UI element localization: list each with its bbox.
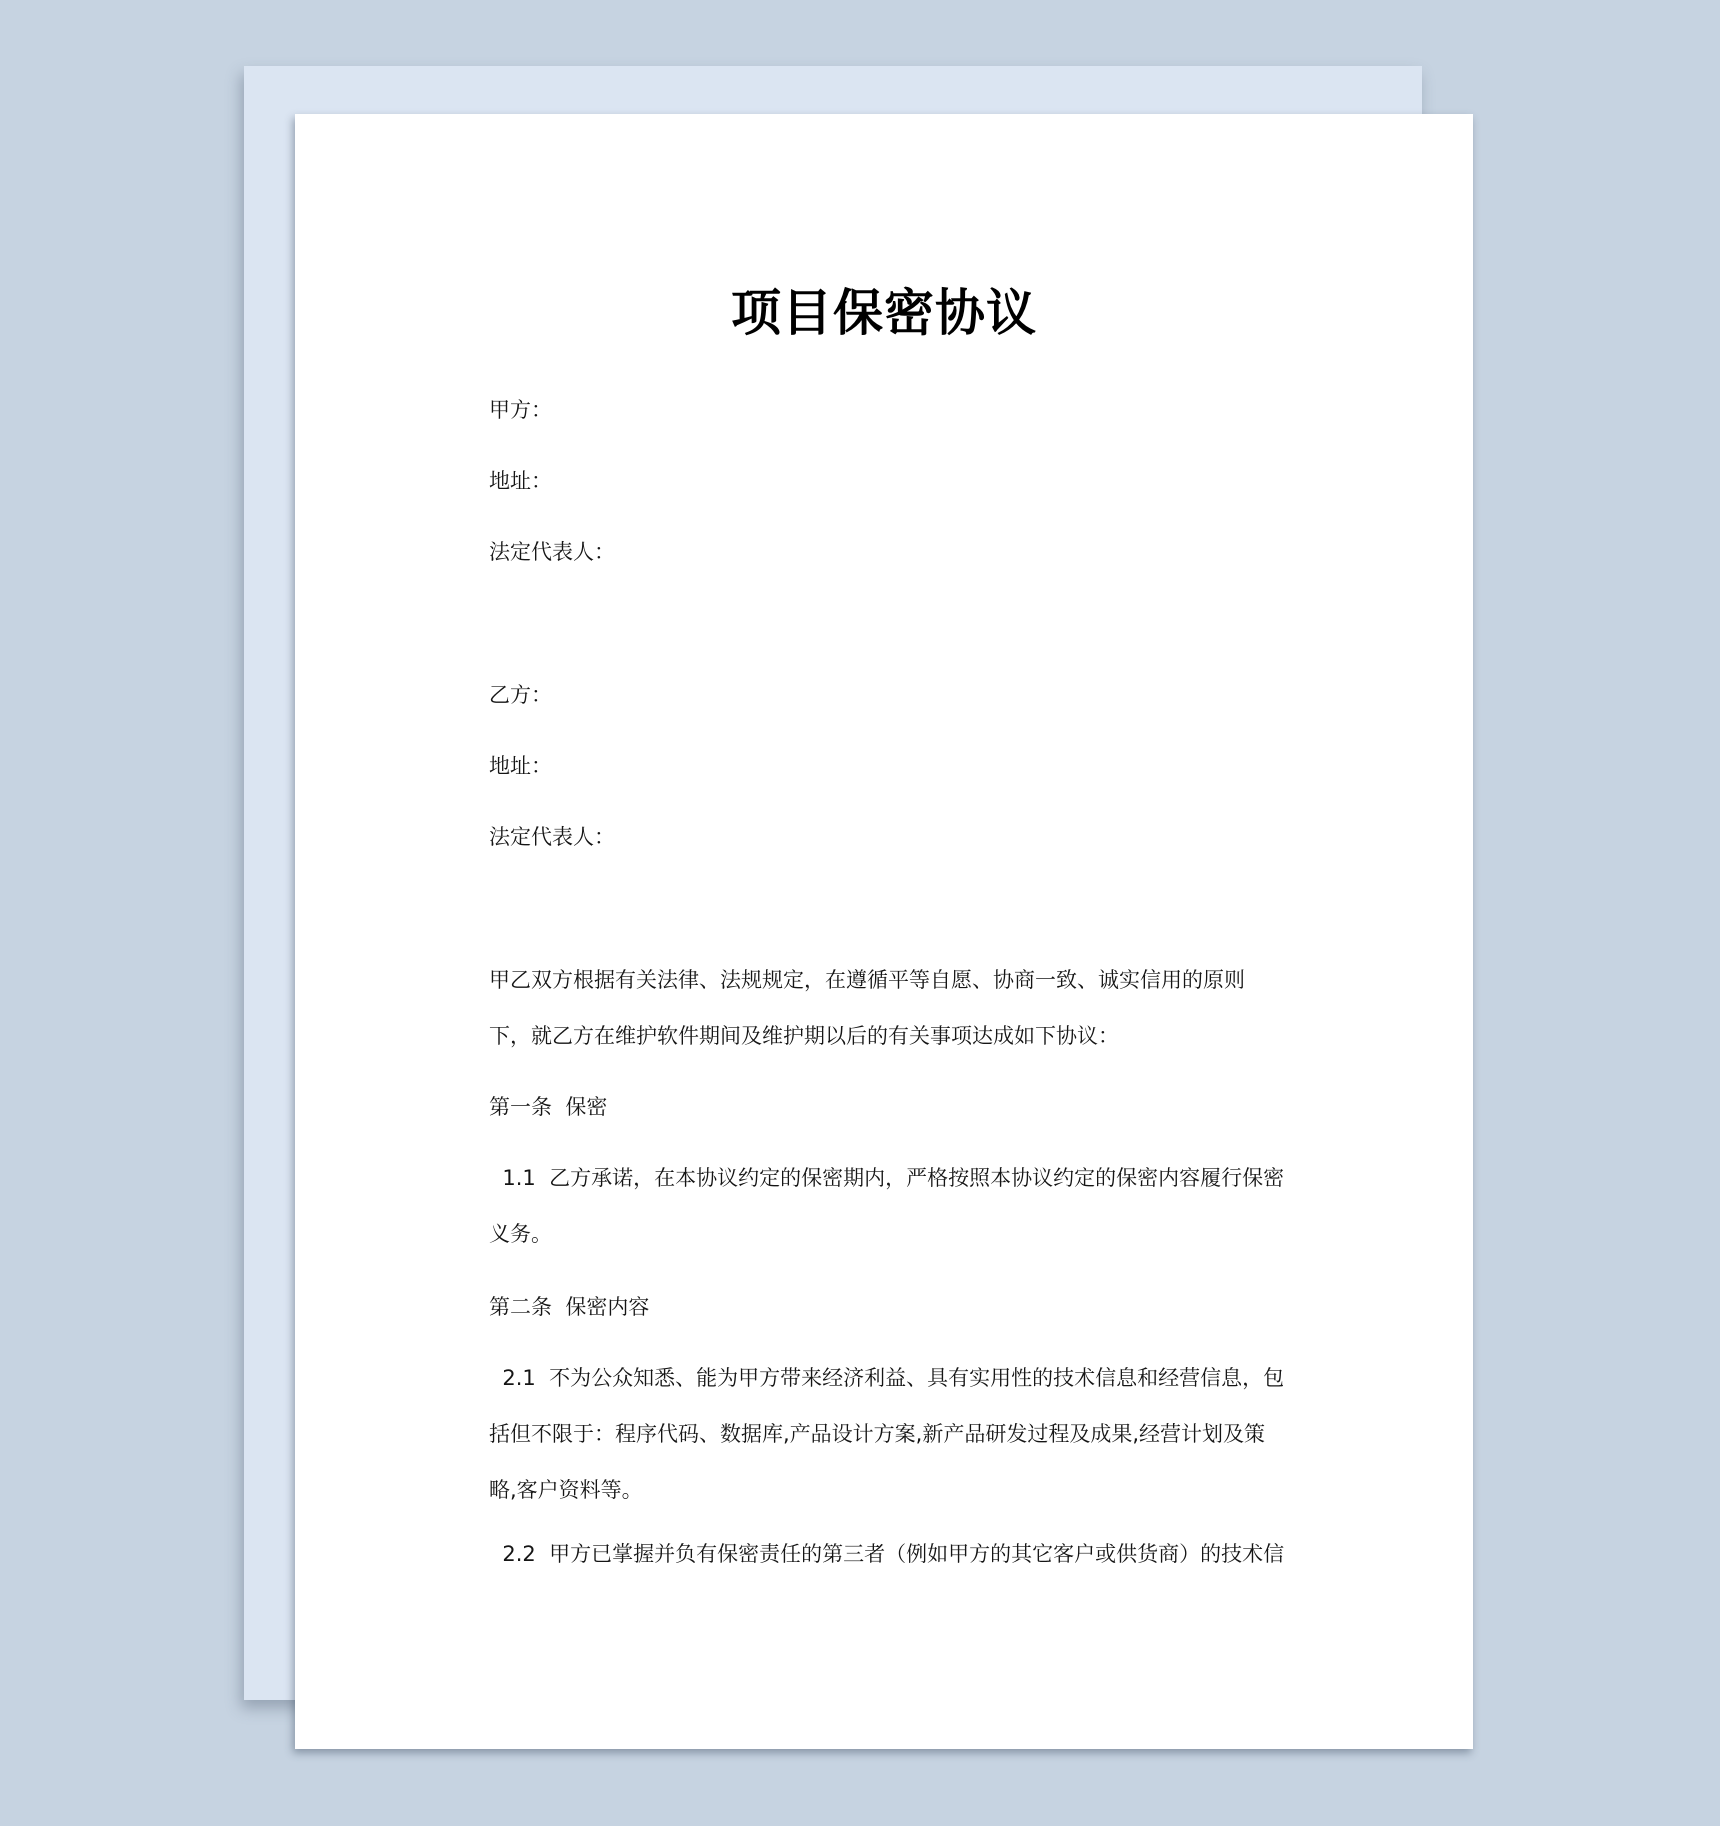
clause-2-1-line: 括但不限于：程序代码、数据库,产品设计方案,新产品研发过程及成果,经营计划及策 [489, 1422, 1266, 1446]
document-page [295, 114, 1473, 1749]
document-title: 项目保密协议 [731, 284, 1037, 342]
party-b-address-label: 地址： [489, 754, 552, 778]
clause-1-1-line: 1.1 乙方承诺，在本协议约定的保密期内，严格按照本协议约定的保密内容履行保密 [489, 1166, 1285, 1190]
preamble-line: 下，就乙方在维护软件期间及维护期以后的有关事项达成如下协议： [489, 1024, 1119, 1048]
party-a-representative-label: 法定代表人： [489, 540, 615, 564]
clause-2-2-line: 2.2 甲方已掌握并负有保密责任的第三者（例如甲方的其它客户或供货商）的技术信 [489, 1542, 1285, 1566]
party-b-name-label: 乙方： [489, 683, 552, 707]
party-a-address-label: 地址： [489, 469, 552, 493]
clause-2-1-line: 2.1 不为公众知悉、能为甲方带来经济利益、具有实用性的技术信息和经营信息，包 [489, 1366, 1285, 1390]
party-a-name-label: 甲方： [489, 398, 552, 422]
preamble-line: 甲乙双方根据有关法律、法规规定，在遵循平等自愿、协商一致、诚实信用的原则 [489, 968, 1245, 992]
party-b-representative-label: 法定代表人： [489, 825, 615, 849]
article-1-heading: 第一条 保密 [489, 1095, 608, 1119]
article-2-heading: 第二条 保密内容 [489, 1295, 650, 1319]
clause-1-1-line: 义务。 [489, 1222, 552, 1246]
clause-2-1-line: 略,客户资料等。 [489, 1478, 643, 1502]
